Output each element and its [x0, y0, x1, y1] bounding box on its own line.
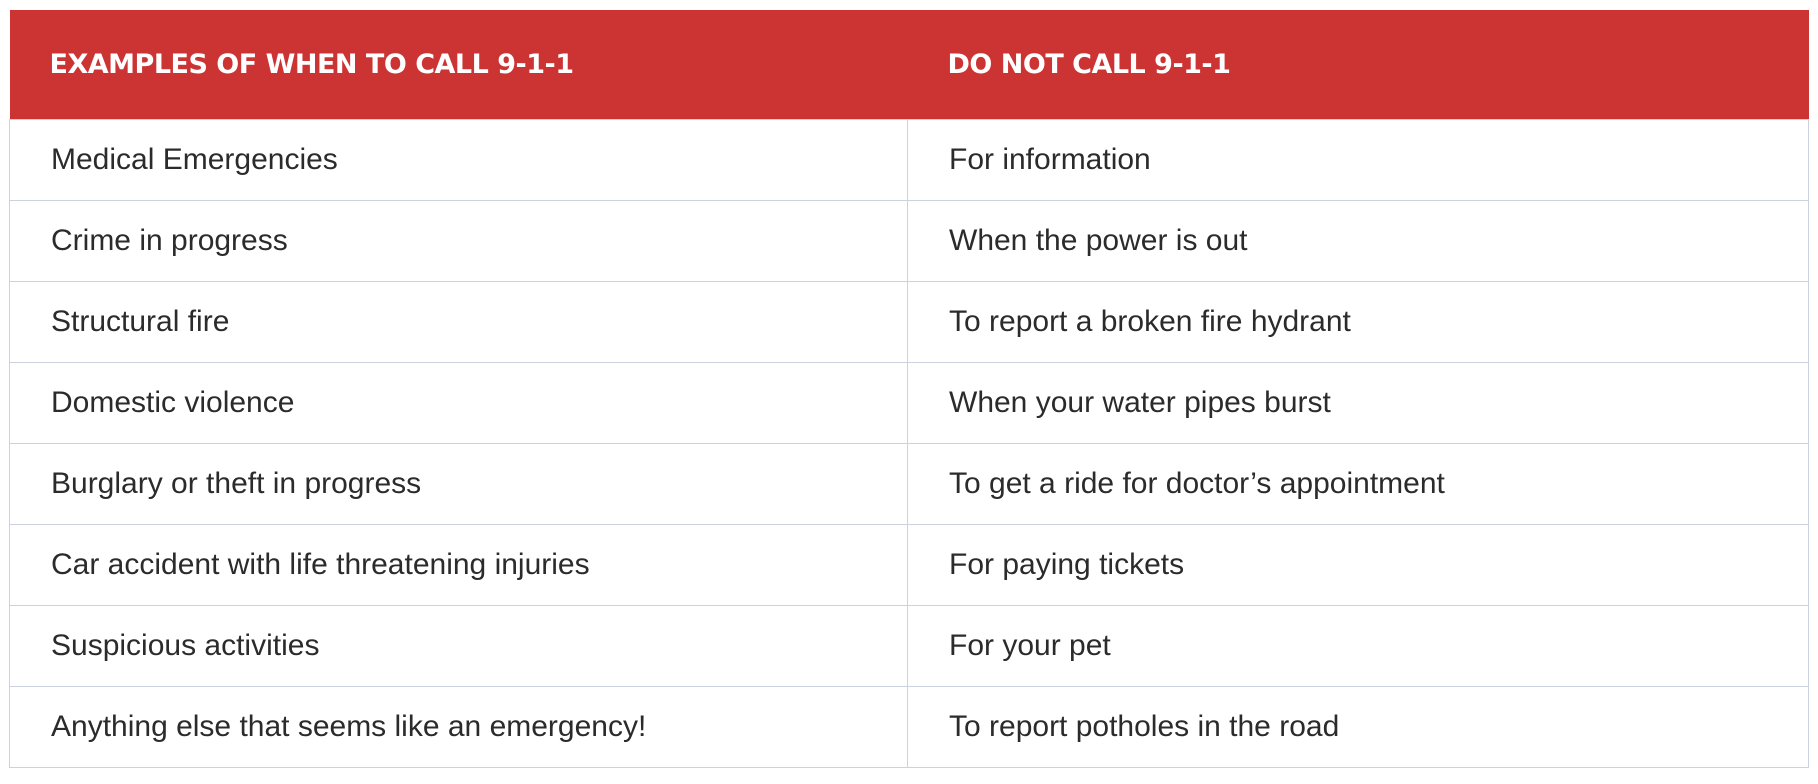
do-not-call-cell: For paying tickets [908, 525, 1809, 606]
do-not-call-cell: For information [908, 120, 1809, 201]
do-not-call-cell: To report potholes in the road [908, 687, 1809, 768]
when-to-call-cell: Burglary or theft in progress [10, 444, 908, 525]
table-row [10, 606, 1809, 687]
call-911-guide [9, 10, 1808, 768]
do-not-call-cell: To report a broken fire hydrant [908, 282, 1809, 363]
when-to-call-cell: Crime in progress [10, 201, 908, 282]
do-not-call-cell: When the power is out [908, 201, 1809, 282]
table-row [10, 201, 1809, 282]
do-not-call-cell: To get a ride for doctor’s appointment [908, 444, 1809, 525]
table-row [10, 687, 1809, 768]
when-to-call-cell: Car accident with life threatening injuries [10, 525, 908, 606]
do-not-call-cell: When your water pipes burst [908, 363, 1809, 444]
table-row [10, 363, 1809, 444]
when-to-call-cell: Structural fire [10, 282, 908, 363]
table-row [10, 282, 1809, 363]
table-row [10, 525, 1809, 606]
when-to-call-cell: Suspicious activities [10, 606, 908, 687]
call-911-table [9, 10, 1809, 768]
do-not-call-cell: For your pet [908, 606, 1809, 687]
header-when-to-call: EXAMPLES OF WHEN TO CALL 9-1-1 [10, 10, 908, 120]
table-row [10, 120, 1809, 201]
when-to-call-cell: Domestic violence [10, 363, 908, 444]
table-header-row [10, 10, 1809, 120]
table-row [10, 444, 1809, 525]
header-do-not-call: DO NOT CALL 9-1-1 [908, 10, 1809, 120]
when-to-call-cell: Anything else that seems like an emergency! [10, 687, 908, 768]
when-to-call-cell: Medical Emergencies [10, 120, 908, 201]
